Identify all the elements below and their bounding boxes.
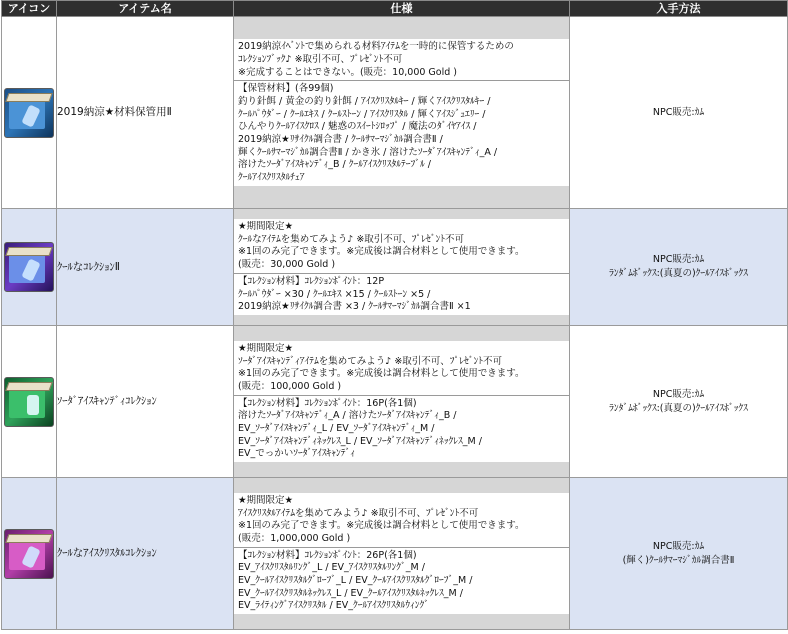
spec-line: 溶けたｿｰﾀﾞｱｲｽｷｬﾝﾃﾞｨ_B / ｸｰﾙｱｲｽｸﾘｽﾀﾙﾃｰﾌﾞﾙ /	[238, 159, 431, 171]
spec-line: (販売：30,000 Gold )	[238, 259, 336, 271]
table-row	[2, 209, 788, 326]
spec-line: 【ｺﾚｸｼｮﾝ材料】ｺﾚｸｼｮﾝﾎﾟｲﾝﾄ：12P	[238, 275, 385, 287]
spec-line: ★期間限定★	[238, 221, 294, 233]
spec-line: ｸｰﾙﾊﾟｳﾀﾞｰ ×30 / ｸｰﾙｴｷｽ ×15 / ｸｰﾙｽﾄｰﾝ ×5 /	[238, 288, 431, 300]
item-name: ｸｰﾙなｺﾚｸｼｮﾝⅡ	[57, 209, 234, 326]
method-line: NPC販売:ｶﾑ	[652, 106, 705, 118]
item-name: ｿｰﾀﾞｱｲｽｷｬﾝﾃﾞｨｺﾚｸｼｮﾝ	[57, 326, 234, 478]
table-row	[2, 326, 788, 478]
spec-line: ｺﾚｸｼｮﾝﾌﾞｯｸ♪ ※取引不可、ﾌﾟﾚｾﾞﾝﾄ不可	[238, 53, 403, 65]
spec-line: 溶けたｿｰﾀﾞｱｲｽｷｬﾝﾃﾞｨ_A / 溶けたｿｰﾀﾞｱｲｽｷｬﾝﾃﾞｨ_B /	[238, 410, 457, 422]
spec-line: (販売：1,000,000 Gold )	[238, 532, 351, 544]
table-row	[2, 478, 788, 630]
icon-cell	[2, 17, 57, 209]
spec-line: EV_ｿｰﾀﾞｱｲｽｷｬﾝﾃﾞｨﾈｯｸﾚｽ_L / EV_ｿｰﾀﾞｱｲｽｷｬﾝﾃﾞｨﾈｯｸﾚｽ_M /	[238, 435, 482, 447]
spec-line: EV_ｿｰﾀﾞｱｲｽｷｬﾝﾃﾞｨ_L / EV_ｿｰﾀﾞｱｲｽｷｬﾝﾃﾞｨ_M /	[238, 423, 435, 435]
method-line: (輝く)ｸｰﾙｻﾏｰﾏｼﾞｶﾙ調合書Ⅱ	[622, 554, 735, 566]
spec-line: 【保管材料】(各99個)	[238, 83, 334, 95]
method-line: NPC販売:ｶﾑ	[652, 540, 705, 552]
spec-line: ｿｰﾀﾞｱｲｽｷｬﾝﾃﾞｨｱｲﾃﾑを集めてみよう♪ ※取引不可、ﾌﾟﾚｾﾞﾝﾄ不可	[238, 355, 503, 367]
spec-line: ※1回のみ完了できます。※完成後は調合材料として使用できます。	[238, 520, 525, 532]
spec-line: ｱｲｽｸﾘｽﾀﾙｱｲﾃﾑを集めてみよう♪ ※取引不可、ﾌﾟﾚｾﾞﾝﾄ不可	[238, 507, 479, 519]
icon-cell	[2, 326, 57, 478]
notebook-icon	[4, 377, 54, 427]
spec-line: 【ｺﾚｸｼｮﾝ材料】ｺﾚｸｼｮﾝﾎﾟｲﾝﾄ：16P(各1個)	[238, 397, 417, 409]
spec-cell	[234, 209, 570, 326]
icon-cell	[2, 478, 57, 630]
header-icon: アイコン	[2, 1, 57, 17]
spec-description	[234, 341, 569, 396]
spec-line: 2019納涼ｲﾍﾞﾝﾄで集められる材料ｱｲﾃﾑを一時的に保管するための	[238, 41, 514, 53]
spec-line: EV_ｸｰﾙｱｲｽｸﾘｽﾀﾙﾈｯｸﾚｽ_L / EV_ｸｰﾙｱｲｽｸﾘｽﾀﾙﾈｯｸﾚｽ_M /	[238, 587, 463, 599]
spec-line: ｸｰﾙなｱｲﾃﾑを集めてみよう♪ ※取引不可、ﾌﾟﾚｾﾞﾝﾄ不可	[238, 233, 465, 245]
spec-cell	[234, 326, 570, 478]
method-cell	[570, 209, 788, 326]
header-row	[2, 1, 788, 17]
method-cell	[570, 17, 788, 209]
spec-materials	[234, 396, 569, 463]
item-name: 2019納涼★材料保管用Ⅱ	[57, 17, 234, 209]
spec-line: EV_でっかいｿｰﾀﾞｱｲｽｷｬﾝﾃﾞｨ	[238, 448, 356, 460]
item-table	[1, 0, 788, 630]
spec-line: ｸｰﾙｱｲｽｸﾘｽﾀﾙﾁｪｱ	[238, 172, 305, 184]
notebook-icon	[4, 529, 54, 579]
method-cell	[570, 478, 788, 630]
spec-materials	[234, 81, 569, 186]
spec-line: ひんやりｸｰﾙｱｲｽｸﾛｽ / 魅惑のｽｲｰﾄｼﾛｯﾌﾟ / 魔法のﾀﾞｲﾔｱｲｽ /	[238, 121, 477, 133]
header-method: 入手方法	[570, 1, 788, 17]
header-name: アイテム名	[57, 1, 234, 17]
spec-line: ※完成することはできない。(販売：10,000 Gold )	[238, 66, 457, 78]
spec-line: EV_ｱｲｽｸﾘｽﾀﾙﾘﾝｸﾞ_L / EV_ｱｲｽｸﾘｽﾀﾙﾘﾝｸﾞ_M /	[238, 562, 425, 574]
method-cell	[570, 326, 788, 478]
spec-description	[234, 493, 569, 548]
spec-description	[234, 219, 569, 274]
spec-line: 輝くｸｰﾙｻﾏｰﾏｼﾞｶﾙ調合書Ⅱ / かき氷 / 溶けたｿｰﾀﾞｱｲｽｷｬﾝﾃﾞｨ_A /	[238, 146, 498, 158]
method-line: ﾗﾝﾀﾞﾑﾎﾞｯｸｽ:(真夏の)ｸｰﾙｱｲｽﾎﾞｯｸｽ	[609, 268, 748, 279]
spec-materials	[234, 274, 569, 315]
header-spec: 仕様	[234, 1, 570, 17]
method-line: NPC販売:ｶﾑ	[652, 388, 705, 400]
spec-line: ★期間限定★	[238, 494, 294, 506]
table-row	[2, 17, 788, 209]
method-line: ﾗﾝﾀﾞﾑﾎﾞｯｸｽ:(真夏の)ｸｰﾙｱｲｽﾎﾞｯｸｽ	[609, 402, 748, 414]
spec-description	[234, 39, 569, 81]
spec-line: EV_ｸｰﾙｱｲｽｸﾘｽﾀﾙｸﾞﾛｰﾌﾞ_L / EV_ｸｰﾙｱｲｽｸﾘｽﾀﾙｸﾞﾛｰﾌﾞ_M /	[238, 575, 473, 587]
spec-line: EV_ﾗｲﾃｨﾝｸﾞｱｲｽｸﾘｽﾀﾙ / EV_ｸｰﾙｱｲｽｸﾘｽﾀﾙｳｨﾝｸﾞ	[238, 600, 429, 612]
notebook-icon	[4, 88, 54, 138]
spec-materials	[234, 548, 569, 615]
method-line: NPC販売:ｶﾑ	[652, 254, 705, 265]
spec-line: 2019納涼★ﾘｻｲｸﾙ調合書 ×3 / ｸｰﾙｻﾏｰﾏｼﾞｶﾙ調合書Ⅱ ×1	[238, 301, 471, 313]
spec-line: 2019納涼★ﾘｻｲｸﾙ調合書 / ｸｰﾙｻﾏｰﾏｼﾞｶﾙ調合書Ⅱ /	[238, 134, 443, 146]
spec-line: 釣り針餌 / 黄金の釣り針餌 / ｱｲｽｸﾘｽﾀﾙｷｰ / 輝くｱｲｽｸﾘｽﾀﾙｷｰ /	[238, 95, 491, 107]
spec-line: ※1回のみ完了できます。※完成後は調合材料として使用できます。	[238, 368, 525, 380]
spec-line: ※1回のみ完了できます。※完成後は調合材料として使用できます。	[238, 246, 525, 258]
spec-line: ★期間限定★	[238, 342, 294, 354]
spec-line: ｸｰﾙﾊﾟｳﾀﾞｰ / ｸｰﾙｴｷｽ / ｸｰﾙｽﾄｰﾝ / ｱｲｽｸﾘｽﾀﾙ / 輝くｱｲｽｼﾞｭｴﾘｰ /	[238, 108, 486, 120]
icon-cell	[2, 209, 57, 326]
spec-cell	[234, 478, 570, 630]
notebook-icon	[4, 242, 54, 292]
spec-line: (販売：100,000 Gold )	[238, 380, 342, 392]
spec-cell	[234, 17, 570, 209]
item-name: ｸｰﾙなｱｲｽｸﾘｽﾀﾙｺﾚｸｼｮﾝ	[57, 478, 234, 630]
spec-line: 【ｺﾚｸｼｮﾝ材料】ｺﾚｸｼｮﾝﾎﾟｲﾝﾄ：26P(各1個)	[238, 549, 417, 561]
